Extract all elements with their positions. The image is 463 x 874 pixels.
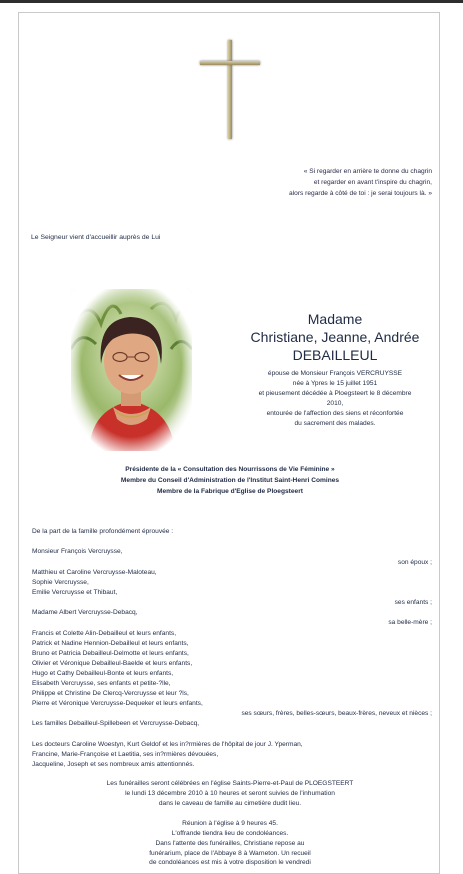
reunion-line: Dans l'attente des funérailles, Christiane repose au [155, 840, 305, 847]
deceased-detail: 2010, [326, 400, 344, 407]
staff-line: Jacqueline, Joseph et ses nombreux amis attentionnés. [32, 761, 195, 768]
family-relation: ses sœurs, frères, belles-sœurs, beaux-frères, neveux et nièces ; [241, 710, 432, 717]
family-line: Sophie Vercruysse, [32, 579, 89, 586]
quote-line: et regarder en avant t'inspire du chagrin, [313, 179, 432, 186]
family-relation: son époux ; [397, 559, 432, 566]
deceased-detail: et pieusement décédée à Ploegsteert le 8 décembre [258, 390, 412, 397]
family-line: Bruno et Patricia Debailleul-Delmotte et leurs enfants, [32, 650, 189, 657]
family-line: Pierre et Véronique Vercruysse-Dequeker et leurs enfants, [32, 700, 203, 707]
family-line: Monsieur François Vercruysse, [32, 548, 123, 555]
family-line: Patrick et Nadine Hennion-Debailleul et leurs enfants, [32, 640, 189, 647]
family-line: Elisabeth Vercruysse, ses enfants et petite-?lle, [32, 680, 171, 687]
family-intro: De la part de la famille profondément éprouvée : [32, 528, 174, 535]
deceased-surname: DEBAILLEUL [292, 347, 378, 363]
staff-line: Francine, Marie-Françoise et Laetitia, ses in?rmières dévouées, [32, 751, 219, 758]
funeral-line: Les funérailles seront célébrées en l'église Saints-Pierre-et-Paul de PLOEGSTEERT [106, 780, 354, 787]
quote [289, 166, 432, 199]
family-line: Emilie Vercruysse et Thibaut, [32, 589, 118, 596]
role-line: Membre du Conseil d'Administration de l'Institut Saint-Henri Comines [120, 477, 340, 484]
reunion-line: de condoléances est mis à votre disposition le vendredi [149, 859, 311, 866]
deceased-title: Madame [307, 311, 363, 327]
staff-line: Les docteurs Caroline Woestyn, Kurt Geldof et les in?rmières de l'hôpital de jour J. Yperman, [32, 741, 303, 748]
family-line: Philippe et Christine De Clercq-Vercruysse et leur ?ls, [32, 690, 189, 697]
family-line: Olivier et Véronique Debailleul-Baelde et leurs enfants, [32, 660, 193, 667]
family-line: Francis et Colette Alin-Debailleul et leurs enfants, [32, 630, 177, 637]
family-relation: ses enfants ; [394, 599, 432, 606]
funeral-line: le lundi 13 décembre 2010 à 10 heures et seront suivies de l'inhumation [125, 790, 335, 797]
role-line: Membre de la Fabrique d'Eglise de Ploegsteert [157, 488, 303, 495]
reunion-line: L'offrande tiendra lieu de condoléances. [171, 830, 289, 837]
family-line: Hugo et Cathy Debailleul-Bonte et leurs enfants, [32, 670, 174, 677]
funeral-line: dans le caveau de famille au cimetière dudit lieu. [158, 800, 302, 807]
intro-text: Le Seigneur vient d'accueillir auprès de Lui [31, 234, 161, 241]
family-relation: sa belle-mère ; [388, 619, 432, 626]
deceased-given-names: Christiane, Jeanne, Andrée [250, 329, 420, 345]
role-line: Présidente de la « Consultation des Nourrissons de Vie Féminine » [125, 466, 335, 473]
portrait-photo [71, 289, 192, 451]
reunion-line: Réunion à l'église à 9 heures 45. [182, 820, 278, 827]
top-border [0, 0, 463, 3]
family-line: Madame Albert Vercruysse-Debacq, [32, 609, 138, 616]
quote-line: « Si regarder en arrière te donne du chagrin [303, 168, 432, 175]
reunion-line: funérarium, place de l'Abbaye 8 à Warneton. Un recueil [149, 850, 311, 857]
deceased-detail: du sacrement des malades. [294, 420, 376, 427]
deceased-detail: épouse de Monsieur François VERCRUYSSE [267, 370, 403, 377]
deceased-detail: née à Ypres le 15 juillet 1951 [292, 380, 378, 387]
deceased-detail: entourée de l'affection des siens et réconfortée [266, 410, 404, 417]
family-line: Matthieu et Caroline Vercruysse-Maloteau, [32, 569, 157, 576]
quote-line: alors regarde à côté de toi : je serai toujours là. » [289, 190, 432, 197]
family-line: Les familles Debailleul-Spillebeen et Vercruysse-Debacq, [32, 720, 200, 727]
